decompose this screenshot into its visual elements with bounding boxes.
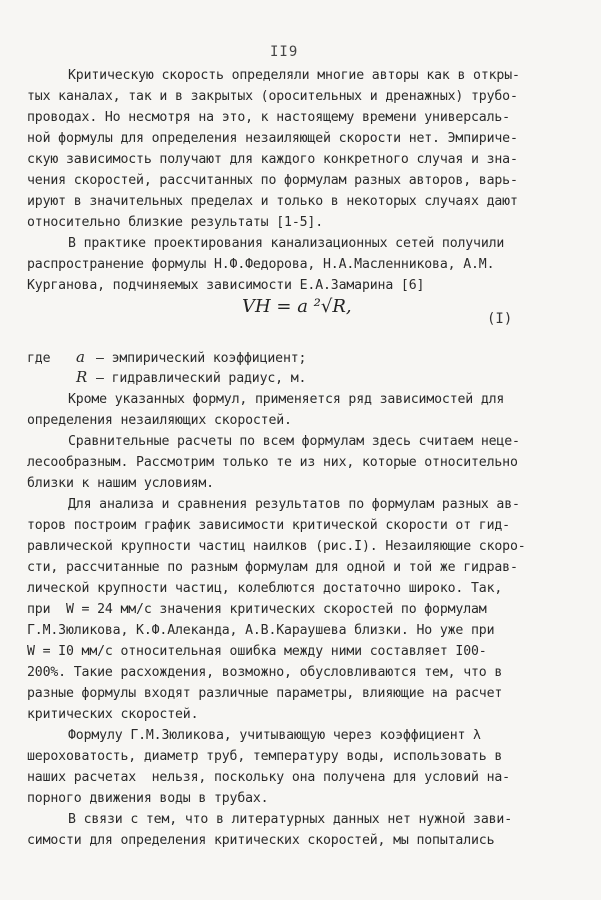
formula: VН = a ²√R, — [242, 296, 352, 317]
text-line: скую зависимость получают для каждого конкретного случая и зна- — [27, 152, 518, 167]
text-line: относительно близкие результаты [1-5]. — [27, 215, 324, 230]
text-line: критических скоростей. — [27, 707, 199, 722]
text-line: Формулу Г.М.Зюликова, учитывающую через коэффициент λ — [68, 728, 481, 743]
text-line: лесообразным. Рассмотрим только те из них, которые относительно — [27, 455, 518, 470]
text-line: В практике проектирования канализационных сетей получили — [68, 236, 505, 251]
text-line: W = I0 мм/с относительная ошибка между ними составляет I00- — [27, 644, 487, 659]
text-line: определения незаиляющих скоростей. — [27, 413, 292, 428]
text-line: торов построим график зависимости критической скорости от гид- — [27, 518, 510, 533]
text-line: Сравнительные расчеты по всем формулам здесь считаем неце- — [68, 434, 520, 449]
text-line: сти, рассчитанные по разным формулам для одной и той же гидрав- — [27, 560, 518, 575]
formula-number: (I) — [487, 311, 513, 327]
text-line: чения скоростей, рассчитанных по формулам разных авторов, варь- — [27, 173, 518, 188]
text-line: симости для определения критических скоростей, мы попытались — [27, 833, 495, 848]
definition-text: – гидравлический радиус, м. — [96, 371, 307, 386]
text-line: Кроме указанных формул, применяется ряд зависимостей для — [68, 392, 505, 407]
text-line: Г.М.Зюликова, К.Ф.Алеканда, А.В.Караушева близки. Но уже при — [27, 623, 495, 638]
text-line: распространение формулы Н.Ф.Федорова, Н.А.Масленникова, А.М. — [27, 257, 495, 272]
text-line: шероховатость, диаметр труб, температуру воды, использовать в — [27, 749, 503, 764]
page-number: II9 — [270, 44, 299, 60]
text-line: равлической крупности частиц наилков (рис.I). Незаиляющие скоро- — [27, 539, 526, 554]
text-line: Курганова, подчиняемых зависимости Е.А.Замарина [6] — [27, 278, 425, 293]
text-line: проводах. Но несмотря на это, к настоящему времени универсаль- — [27, 110, 510, 125]
text-line: ируют в значительных пределах и только в некоторых случаях дают — [27, 194, 518, 209]
text-line: разные формулы входят различные параметры, влияющие на расчет — [27, 686, 503, 701]
definition-lead: где — [27, 351, 51, 366]
text-line: ной формулы для определения незаиляющей скорости нет. Эмпириче- — [27, 131, 518, 146]
definition-text: – эмпирический коэффициент; — [96, 351, 307, 366]
text-line: наших расчетах нельзя, поскольку она получена для условий на- — [27, 770, 510, 785]
text-line: Для анализа и сравнения результатов по формулам разных ав- — [68, 497, 520, 512]
text-line: при W = 24 мм/с значения критических скоростей по формулам — [27, 602, 487, 617]
text-line: лической крупности частиц, колеблются достаточно широко. Так, — [27, 581, 503, 596]
text-line: порного движения воды в трубах. — [27, 791, 269, 806]
definition-symbol: a — [76, 348, 85, 366]
text-line: тых каналах, так и в закрытых (оросительных и дренажных) трубо- — [27, 89, 518, 104]
text-line: В связи с тем, что в литературных данных нет нужной зави- — [68, 812, 513, 827]
text-line: Критическую скорость определяли многие авторы как в откры- — [68, 68, 520, 83]
definition-symbol: R — [76, 368, 88, 386]
text-line: 200%. Такие расхождения, возможно, обусловливаются тем, что в — [27, 665, 503, 680]
text-line: близки к нашим условиям. — [27, 476, 214, 491]
